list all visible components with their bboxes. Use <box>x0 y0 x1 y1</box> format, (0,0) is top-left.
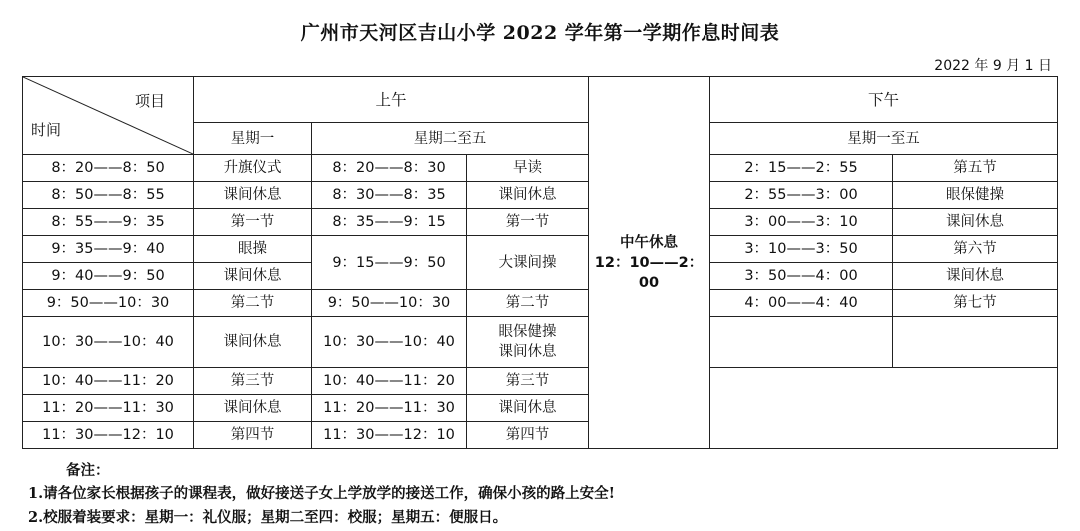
schedule-table <box>22 76 1058 449</box>
monday-activity: 课间休息 <box>194 182 312 209</box>
tf-time-cell: 9：50——10：30 <box>312 290 467 317</box>
tf-activity-line2: 课间休息 <box>498 344 557 360</box>
pm-activity: 课间休息 <box>893 209 1058 236</box>
pm-activity: 第六节 <box>893 236 1058 263</box>
pm-activity: 课间休息 <box>893 263 1058 290</box>
notes-section <box>28 460 615 530</box>
time-header-label: 时间 <box>31 121 62 139</box>
tf-time-cell: 9：15——9：50 <box>312 236 467 290</box>
diagonal-line <box>23 77 193 154</box>
tf-activity: 早读 <box>467 155 589 182</box>
monday-activity: 第三节 <box>194 368 312 395</box>
table-row <box>23 317 1058 368</box>
time-cell: 9：50——10：30 <box>23 290 194 317</box>
afternoon-header: 下午 <box>710 77 1058 123</box>
monday-activity: 第四节 <box>194 422 312 449</box>
tf-activity: 第二节 <box>467 290 589 317</box>
pm-time-cell: 3：10——3：50 <box>710 236 893 263</box>
document-date: 2022 年 9 月 1 日 <box>934 58 1052 74</box>
monday-activity: 眼操 <box>194 236 312 263</box>
monday-activity: 第一节 <box>194 209 312 236</box>
pm-time-cell: 2：15——2：55 <box>710 155 893 182</box>
time-cell: 8：55——9：35 <box>23 209 194 236</box>
page-title: 广州市天河区吉山小学 2022 学年第一学期作息时间表 <box>300 22 780 44</box>
tf-activity: 课间休息 <box>467 182 589 209</box>
tf-time-cell: 11：20——11：30 <box>312 395 467 422</box>
table-row <box>23 368 1058 395</box>
monday-activity: 课间休息 <box>194 317 312 368</box>
tf-time-cell: 8：30——8：35 <box>312 182 467 209</box>
table-row <box>23 290 1058 317</box>
pm-time-cell: 3：50——4：00 <box>710 263 893 290</box>
tf-time-cell: 10：30——10：40 <box>312 317 467 368</box>
pm-activity: 眼保健操 <box>893 182 1058 209</box>
tf-activity: 第三节 <box>467 368 589 395</box>
tf-time-cell: 8：20——8：30 <box>312 155 467 182</box>
tf-time-cell: 11：30——12：10 <box>312 422 467 449</box>
time-cell: 11：30——12：10 <box>23 422 194 449</box>
time-cell: 10：40——11：20 <box>23 368 194 395</box>
pm-activity: 第五节 <box>893 155 1058 182</box>
time-cell: 9：35——9：40 <box>23 236 194 263</box>
morning-header: 上午 <box>194 77 589 123</box>
pm-empty-cell <box>893 317 1058 368</box>
time-cell: 8：50——8：55 <box>23 182 194 209</box>
time-cell: 10：30——10：40 <box>23 317 194 368</box>
header-row-1 <box>23 77 1058 123</box>
table-row <box>23 155 1058 182</box>
tue-fri-header: 星期二至五 <box>312 123 589 155</box>
note-line-2: 2.校服着装要求：星期一：礼仪服；星期二至四：校服；星期五：便服日。 <box>28 509 508 526</box>
pm-empty-cell <box>710 317 893 368</box>
monday-header: 星期一 <box>194 123 312 155</box>
monday-activity: 升旗仪式 <box>194 155 312 182</box>
tf-activity: 课间休息 <box>467 395 589 422</box>
noon-break-time-line2: 00 <box>638 274 660 291</box>
tf-activity: 第四节 <box>467 422 589 449</box>
monday-activity: 第二节 <box>194 290 312 317</box>
tf-activity-line1: 眼保健操 <box>498 324 557 340</box>
noon-break-time-line1: 12：10——2： <box>594 254 704 271</box>
tf-activity: 第一节 <box>467 209 589 236</box>
noon-break-cell <box>589 77 710 449</box>
noon-break-label: 中午休息 <box>620 234 678 251</box>
tf-time-cell: 8：35——9：15 <box>312 209 467 236</box>
time-cell: 9：40——9：50 <box>23 263 194 290</box>
tf-activity <box>467 317 589 368</box>
tf-time-cell: 10：40——11：20 <box>312 368 467 395</box>
pm-blank-area <box>710 368 1058 449</box>
pm-time-cell: 3：00——3：10 <box>710 209 893 236</box>
monday-activity: 课间休息 <box>194 263 312 290</box>
pm-time-cell: 4：00——4：40 <box>710 290 893 317</box>
tf-activity: 大课间操 <box>467 236 589 290</box>
mon-fri-header: 星期一至五 <box>710 123 1058 155</box>
table-row <box>23 209 1058 236</box>
note-line-1: 1.请各位家长根据孩子的课程表，做好接送子女上学放学的接送工作，确保小孩的路上安全! <box>28 485 615 502</box>
notes-heading: 备注： <box>66 462 110 479</box>
time-cell: 8：20——8：50 <box>23 155 194 182</box>
corner-header-cell <box>23 77 194 155</box>
table-row <box>23 182 1058 209</box>
pm-time-cell: 2：55——3：00 <box>710 182 893 209</box>
monday-activity: 课间休息 <box>194 395 312 422</box>
pm-activity: 第七节 <box>893 290 1058 317</box>
table-row <box>23 236 1058 263</box>
item-header-label: 项目 <box>134 92 165 110</box>
time-cell: 11：20——11：30 <box>23 395 194 422</box>
